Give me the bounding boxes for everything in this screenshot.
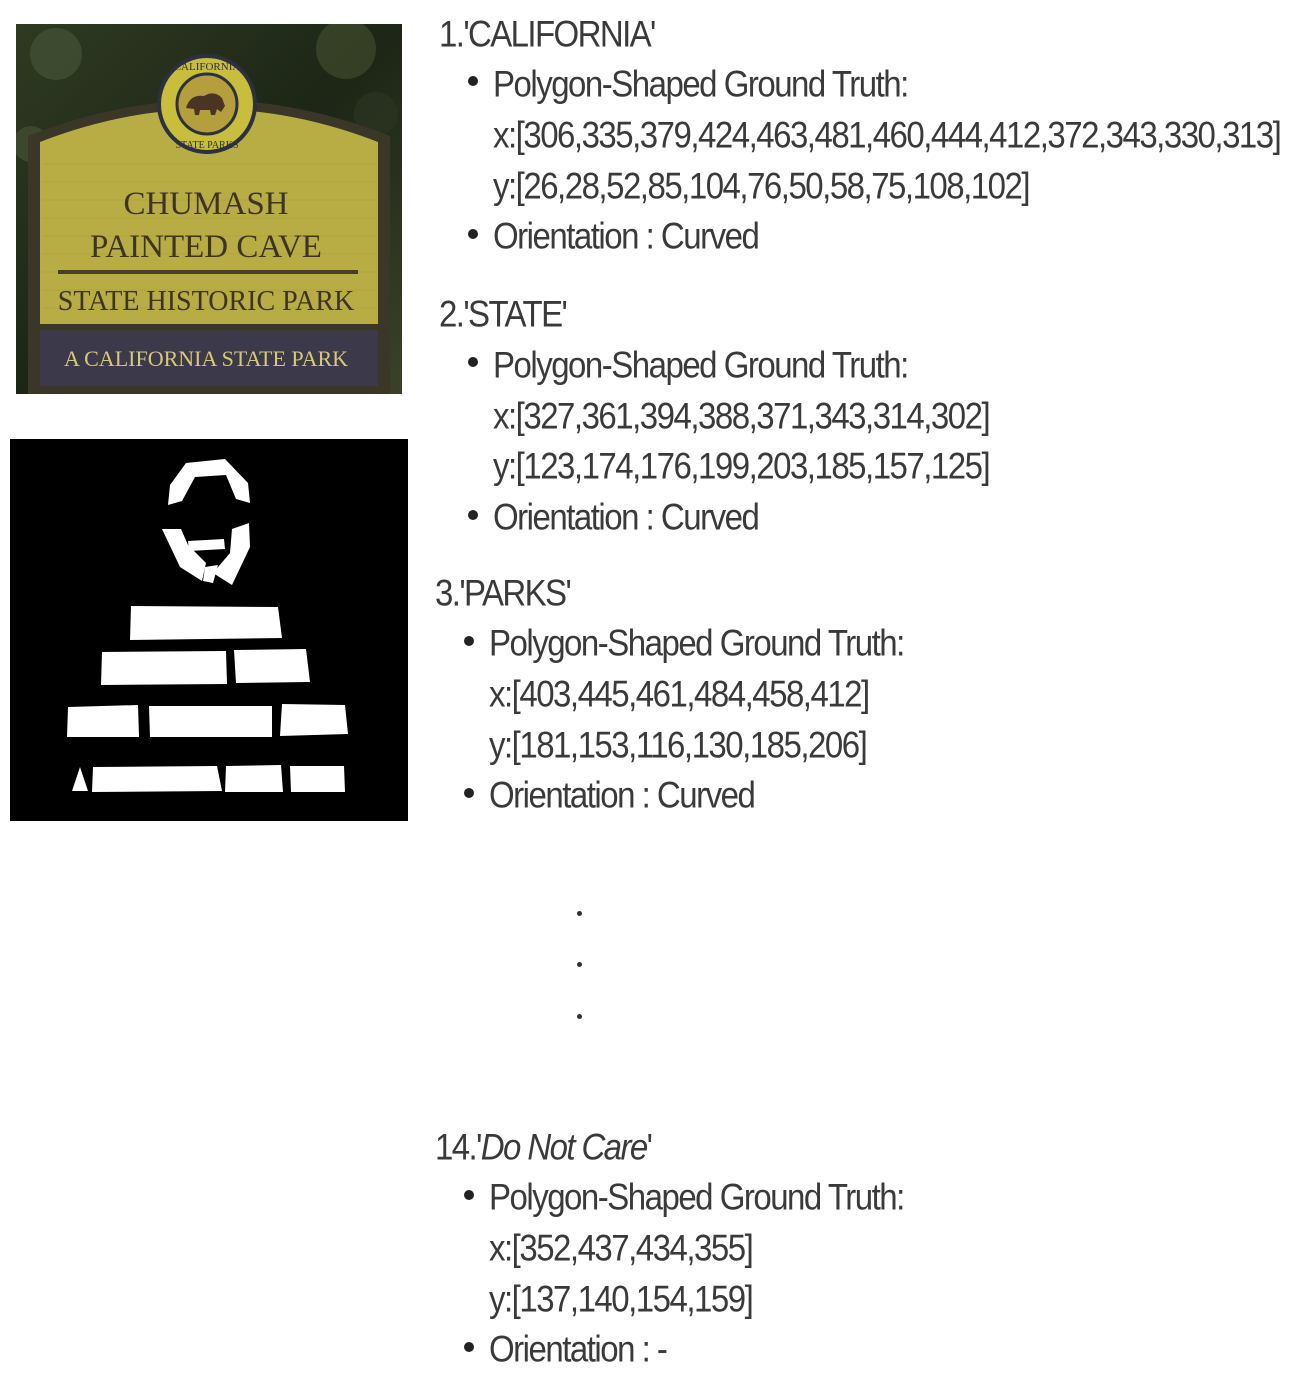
- y-coordinates: [493, 164, 1029, 209]
- seal-top-text: CALIFORNIA: [173, 61, 241, 73]
- mask-region-park-2: [290, 766, 345, 792]
- mask-region-historic: [149, 706, 272, 737]
- bullet-icon: [464, 788, 474, 798]
- x-coordinates: [489, 672, 869, 717]
- mask-region-chumash: [130, 606, 282, 640]
- x-coordinates: [493, 113, 1280, 158]
- orientation: Orientation : Curved: [489, 774, 755, 816]
- bullet-icon: [468, 357, 478, 367]
- sign-line-4: A CALIFORNIA STATE PARK: [63, 346, 349, 371]
- x-values: [352,437,434,355]: [511, 1227, 753, 1269]
- x-label: x:: [489, 1227, 512, 1269]
- entry-title: [435, 571, 570, 616]
- bullet-icon: [464, 636, 474, 646]
- orientation: Orientation : Curved: [493, 215, 759, 257]
- y-values: [26,28,52,85,104,76,50,58,75,108,102]: [515, 165, 1030, 207]
- sign-photo: [16, 24, 402, 394]
- x-label: x:: [493, 395, 516, 437]
- sign-photo-drawing: [16, 24, 402, 394]
- entry-number: 2.: [439, 293, 464, 335]
- x-coordinates: [489, 1226, 752, 1271]
- y-coordinates: [489, 1277, 752, 1322]
- mask-region-state-2: [67, 705, 139, 737]
- entry-word: 'CALIFORNIA': [463, 13, 655, 55]
- entry-number: 14.: [435, 1126, 477, 1168]
- x-coordinates: [493, 394, 989, 439]
- entry-title: [439, 292, 566, 337]
- entry-title: [435, 1125, 651, 1170]
- x-values: [327,361,394,388,371,343,314,302]: [515, 395, 990, 437]
- mask-region-dont-care: [188, 539, 225, 551]
- sign-divider: [58, 270, 358, 274]
- y-values: [181,153,116,130,185,206]: [511, 724, 867, 766]
- y-coordinates: [493, 444, 989, 489]
- text-mask-drawing: [10, 439, 408, 821]
- entry-word: 'STATE': [463, 293, 567, 335]
- entry-word: 'PARKS': [459, 572, 571, 614]
- sign-line-3: STATE HISTORIC PARK: [57, 286, 355, 317]
- mask-region-park: [280, 704, 348, 736]
- orientation: Orientation : Curved: [493, 496, 759, 538]
- y-coordinates: [489, 723, 866, 768]
- y-values: [137,140,154,159]: [511, 1278, 753, 1320]
- entry-title: [439, 12, 655, 57]
- y-label: y:: [489, 1278, 512, 1320]
- seal-bottom-text: STATE PARKS: [175, 140, 239, 151]
- truth-label: Polygon-Shaped Ground Truth:: [493, 344, 908, 386]
- quote-close: ': [646, 1126, 652, 1168]
- x-label: x:: [489, 673, 512, 715]
- bullet-icon: [468, 229, 478, 239]
- mask-region-state-3: [225, 765, 283, 792]
- x-values: [306,335,379,424,463,481,460,444,412,372,343,330,313]: [515, 114, 1281, 156]
- y-label: y:: [493, 445, 516, 487]
- y-label: y:: [493, 165, 516, 207]
- bullet-icon: [468, 510, 478, 520]
- orientation: Orientation : -: [489, 1328, 667, 1370]
- ellipsis-dot: [577, 962, 582, 967]
- ellipsis-dot: [577, 911, 582, 916]
- truth-label: Polygon-Shaped Ground Truth:: [489, 622, 904, 664]
- mask-region-cave: [234, 649, 310, 683]
- entry-number: 3.: [435, 572, 460, 614]
- y-label: y:: [489, 724, 512, 766]
- mask-region-painted: [101, 651, 227, 685]
- entry-word: Do Not Care: [480, 1126, 647, 1168]
- bullet-icon: [464, 1190, 474, 1200]
- mask-region-california-2: [92, 766, 222, 792]
- x-values: [403,445,461,484,458,412]: [511, 673, 869, 715]
- truth-label: Polygon-Shaped Ground Truth:: [493, 63, 908, 105]
- ellipsis-dot: [577, 1014, 582, 1019]
- truth-label: Polygon-Shaped Ground Truth:: [489, 1176, 904, 1218]
- state-parks-seal: [159, 56, 255, 152]
- x-label: x:: [493, 114, 516, 156]
- y-values: [123,174,176,199,203,185,157,125]: [515, 445, 990, 487]
- sign-line-2: PAINTED CAVE: [90, 229, 322, 265]
- entry-number: 1.: [439, 13, 464, 55]
- quote-open: ': [476, 1126, 481, 1168]
- sign-line-1: CHUMASH: [123, 186, 289, 222]
- text-mask: [10, 439, 408, 821]
- bullet-icon: [464, 1342, 474, 1352]
- bullet-icon: [468, 76, 478, 86]
